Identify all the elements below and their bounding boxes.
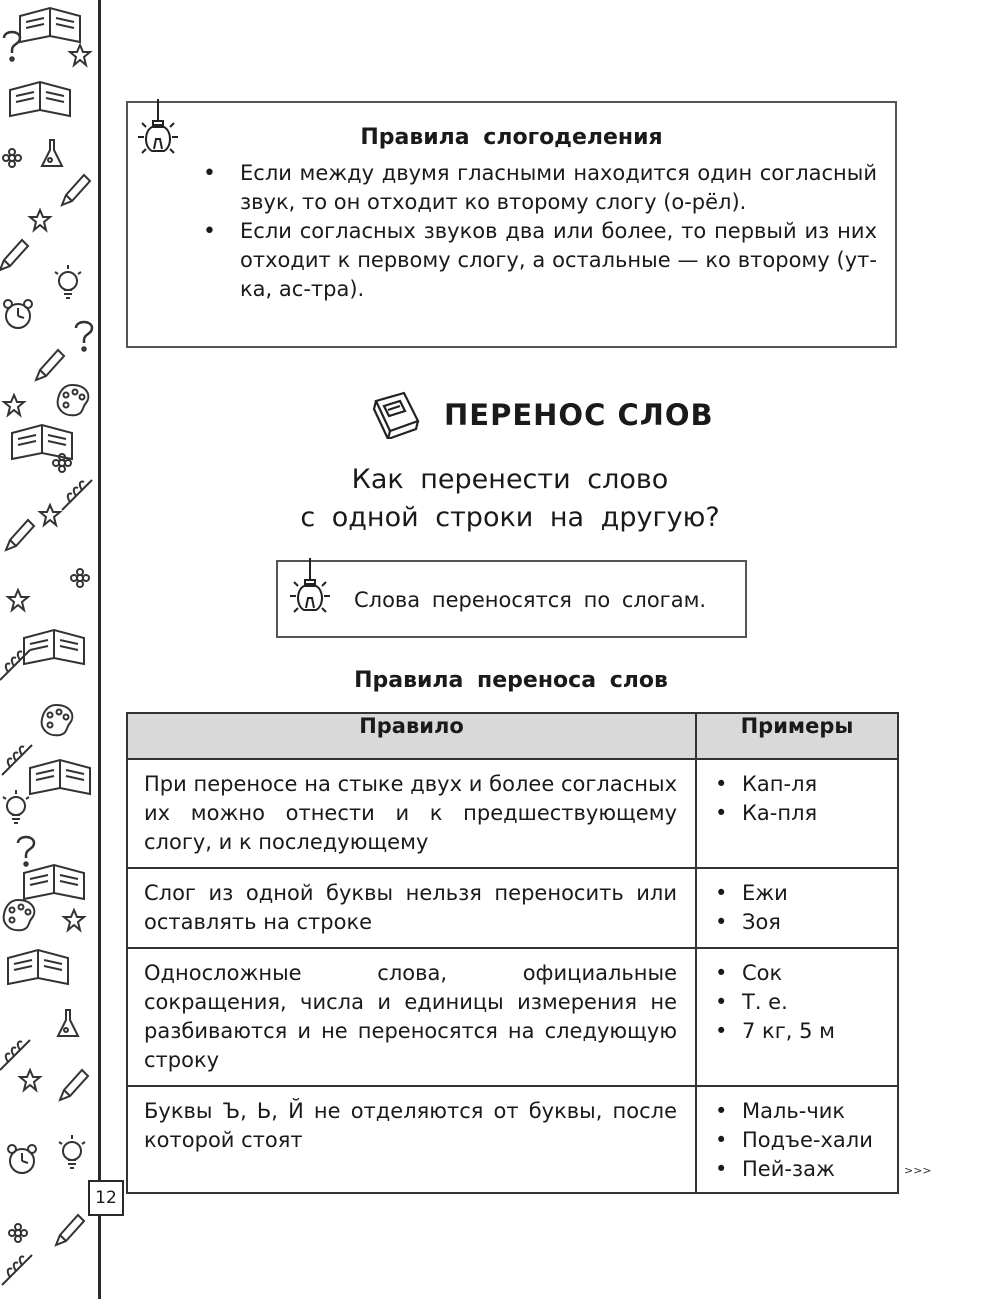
rule-cell: Слог из одной буквы нельзя переносить или оставлять на строке — [127, 868, 696, 948]
example-item: • Ежи — [715, 879, 889, 908]
examples-cell — [696, 868, 898, 948]
doodle-pattern — [0, 0, 98, 1299]
examples-cell — [696, 948, 898, 1086]
doodle-sidebar — [0, 0, 98, 1299]
rule-column-header: Правило — [127, 713, 696, 759]
examples-cell — [696, 1086, 898, 1193]
rule-cell: Буквы Ъ, Ь, Й не отделяются от буквы, после которой стоят — [127, 1086, 696, 1193]
table-header-row — [127, 713, 898, 759]
tip-box — [276, 560, 747, 638]
sidebar-border — [98, 0, 101, 1299]
syllable-rule-item: • Если согласных звуков два или более, то первый из них отходит к первому слогу, а остальные — ко второму (ут-ка, ас-тра). — [203, 217, 877, 304]
syllable-rule-item: • Если между двумя гласными находится один согласный звук, то он отходит ко второму слогу (о-рёл). — [203, 159, 877, 217]
example-item: • 7 кг, 5 м — [715, 1017, 889, 1046]
table-row — [127, 759, 898, 868]
example-item: • Кап-ля — [715, 770, 889, 799]
table-row — [127, 1086, 898, 1193]
section-heading — [370, 385, 714, 445]
continue-mark: >>> — [904, 1164, 932, 1177]
examples-cell — [696, 759, 898, 868]
rule-cell: При переносе на стыке двух и более согласных их можно отнести и к предшествующему слогу, и к последующему — [127, 759, 696, 868]
tip-text: Слова переносятся по слогам. — [354, 588, 707, 612]
book-icon — [370, 391, 422, 439]
section-title: ПЕРЕНОС СЛОВ — [444, 398, 714, 432]
syllable-rules-list — [203, 159, 877, 304]
lightbulb-icon — [288, 558, 332, 620]
example-item: • Ка-пля — [715, 799, 889, 828]
table-title: Правила переноса слов — [354, 668, 668, 693]
examples-column-header: Примеры — [696, 713, 898, 759]
table-row — [127, 868, 898, 948]
section-question-line1: Как перенести слово — [351, 464, 669, 495]
syllable-rules-box — [126, 101, 897, 348]
example-item: • Сок — [715, 959, 889, 988]
table-row — [127, 948, 898, 1086]
rule-cell: Односложные слова, официальные сокращения, числа и единицы измерения не разбиваются и не переносятся на следующую строку — [127, 948, 696, 1086]
example-item: • Маль-чик — [715, 1097, 889, 1126]
example-item: • Пей-заж — [715, 1155, 889, 1184]
section-question-line2: с одной строки на другую? — [300, 502, 720, 533]
hyphenation-rules-table — [126, 712, 899, 1194]
syllable-rules-title: Правила слогоделения — [360, 125, 663, 150]
page-number: 12 — [88, 1180, 124, 1216]
example-item: • Зоя — [715, 908, 889, 937]
example-item: • Т. е. — [715, 988, 889, 1017]
example-item: • Подъе-хали — [715, 1126, 889, 1155]
